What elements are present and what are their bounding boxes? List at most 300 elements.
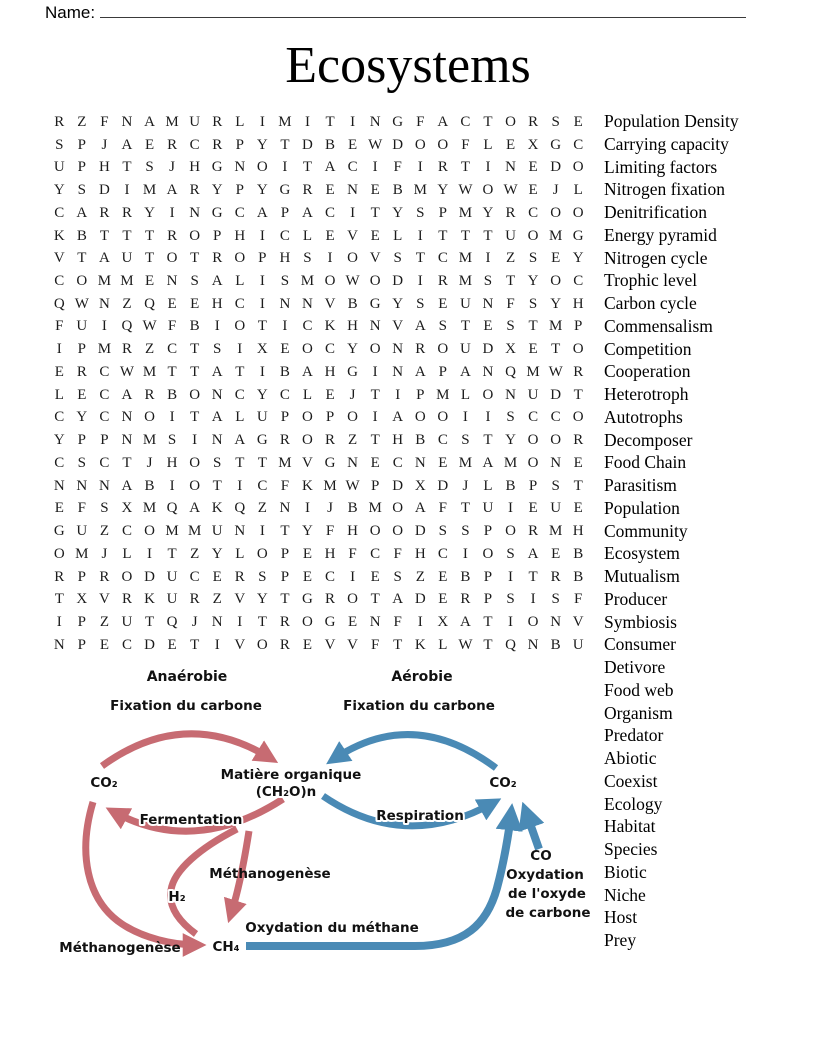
grid-letter: I (282, 159, 288, 176)
grid-letter: E (528, 182, 538, 199)
grid-letter: S (77, 454, 87, 471)
grid-letter: F (438, 500, 448, 517)
grid-letter: O (302, 409, 313, 426)
grid-letter: M (142, 500, 157, 517)
grid-letter: T (551, 341, 561, 358)
grid-letter: G (53, 523, 65, 540)
grid-letter: R (460, 591, 471, 608)
grid-letter: L (235, 113, 245, 130)
grid-letter: O (189, 227, 201, 244)
grid-letter: C (528, 409, 539, 426)
word-list-item: Organism (604, 702, 673, 723)
grid-letter: I (304, 113, 310, 130)
grid-letter: K (414, 636, 426, 653)
grid-letter: S (416, 204, 425, 221)
grid-letter: R (167, 227, 178, 244)
fermentation-label: Fermentation (139, 812, 243, 828)
grid-letter: H (234, 227, 246, 244)
grid-letter: S (438, 523, 448, 540)
grid-letter: H (414, 545, 426, 562)
grid-letter: G (279, 182, 291, 199)
word-list-item: Host (604, 907, 638, 928)
grid-letter: Y (437, 182, 449, 199)
grid-letter: C (234, 295, 245, 312)
grid-letter: J (462, 477, 469, 494)
grid-letter: Y (527, 273, 539, 289)
grid-letter: F (574, 591, 583, 608)
grid-letter: C (325, 204, 336, 221)
grid-letter: D (414, 591, 426, 608)
grid-letter: Z (122, 295, 132, 312)
grid-letter: X (121, 500, 133, 517)
grid-letter: I (214, 318, 220, 335)
grid-letter: N (392, 341, 404, 358)
word-list-item: Biotic (604, 861, 647, 882)
grid-letter: A (166, 182, 178, 199)
grid-letter: A (121, 477, 133, 494)
grid-letter: S (190, 273, 199, 289)
grid-letter: C (528, 204, 539, 221)
grid-letter: I (101, 318, 107, 335)
word-list-item: Carrying capacity (604, 133, 729, 154)
grid-letter: S (303, 250, 312, 267)
grid-letter: E (528, 341, 538, 358)
grid-letter: A (189, 500, 201, 517)
grid-letter: M (142, 182, 157, 199)
grid-letter: M (278, 113, 292, 130)
grid-letter: I (259, 363, 265, 380)
grid-letter: P (235, 182, 244, 199)
grid-letter: E (144, 273, 155, 289)
grid-letter: I (508, 568, 514, 585)
grid-letter: P (280, 409, 290, 426)
grid-letter: P (574, 318, 583, 335)
grid-letter: I (372, 159, 378, 176)
grid-letter: G (324, 454, 336, 471)
grid-letter: C (437, 432, 448, 449)
grid-letter: I (124, 182, 130, 199)
grid-letter: D (302, 136, 313, 153)
grid-letter: C (167, 341, 178, 358)
grid-letter: H (98, 159, 110, 176)
grid-letter: L (235, 409, 245, 426)
grid-letter: D (437, 477, 449, 494)
grid-letter: R (325, 591, 336, 608)
grid-letter: O (234, 318, 246, 335)
grid-letter: T (77, 250, 87, 267)
grid-letter: T (325, 113, 335, 130)
respiration-label: Respiration (376, 808, 464, 824)
grid-letter: O (437, 341, 449, 358)
grid-letter: P (483, 591, 493, 608)
grid-letter: Z (144, 341, 155, 358)
word-list-item: Energy pyramid (604, 224, 717, 245)
grid-letter: D (550, 159, 562, 176)
grid-letter: P (280, 545, 290, 562)
grid-letter: O (505, 113, 516, 130)
grid-letter: C (234, 204, 245, 221)
grid-letter: S (393, 250, 402, 267)
grid-letter: B (76, 227, 87, 244)
grid-letter: B (460, 568, 471, 585)
grid-letter: T (167, 545, 177, 562)
word-list-item: Population (604, 497, 680, 518)
grid-letter: Y (211, 545, 223, 562)
grid-letter: R (279, 636, 290, 653)
grid-letter: Q (144, 295, 155, 312)
grid-letter: T (302, 159, 313, 176)
grid-letter: F (506, 295, 515, 312)
grid-letter: O (392, 500, 404, 517)
grid-letter: A (98, 250, 110, 267)
grid-letter: M (548, 227, 563, 244)
grid-letter: C (54, 204, 65, 221)
grid-letter: R (279, 432, 290, 449)
grid-letter: A (392, 591, 404, 608)
word-list-item: Niche (604, 884, 646, 905)
grid-letter: T (505, 273, 516, 289)
grid-letter: S (167, 432, 177, 449)
grid-letter: T (370, 204, 380, 221)
grid-letter: O (369, 341, 381, 358)
word-list-item: Parasitism (604, 475, 677, 495)
word-list-item: Ecosystem (604, 543, 680, 564)
grid-letter: H (211, 295, 223, 312)
grid-letter: L (302, 227, 313, 244)
grid-letter: A (302, 363, 313, 380)
grid-letter: T (190, 636, 200, 653)
grid-letter: O (527, 614, 539, 631)
grid-letter: I (259, 113, 265, 130)
grid-letter: V (324, 636, 336, 653)
grid-letter: S (280, 273, 290, 289)
grid-letter: V (98, 591, 110, 608)
grid-letter: F (77, 500, 87, 517)
grid-letter: T (235, 454, 245, 471)
grid-letter: X (76, 591, 88, 608)
grid-letter: O (76, 273, 88, 289)
grid-letter: M (97, 341, 112, 358)
grid-letter: T (190, 341, 200, 358)
fixation-carbone-left-label: Fixation du carbone (110, 698, 262, 714)
grid-letter: E (370, 227, 380, 244)
word-list-item: Limiting factors (604, 156, 718, 177)
grid-letter: U (482, 500, 494, 517)
grid-letter: I (417, 614, 423, 631)
grid-letter: M (548, 523, 563, 540)
grid-letter: O (572, 409, 584, 426)
grid-letter: L (483, 136, 493, 153)
grid-letter: U (166, 591, 178, 608)
grid-letter: N (414, 454, 426, 471)
word-list-item: Mutualism (604, 566, 680, 586)
grid-letter: I (417, 227, 423, 244)
grid-letter: J (169, 159, 176, 176)
grid-letter: L (235, 545, 245, 562)
grid-letter: U (527, 386, 539, 403)
grid-letter: T (393, 636, 403, 653)
grid-letter: G (550, 136, 562, 153)
grid-letter: T (257, 454, 267, 471)
grid-letter: P (213, 227, 222, 244)
grid-letter: L (483, 477, 493, 494)
grid-letter: F (393, 614, 402, 631)
grid-letter: G (347, 363, 359, 380)
grid-letter: E (528, 159, 538, 176)
grid-letter: E (77, 386, 87, 403)
grid-letter: B (550, 636, 561, 653)
grid-letter: E (99, 636, 109, 653)
grid-letter: R (76, 363, 87, 380)
grid-letter: J (101, 545, 108, 562)
grid-letter: S (551, 113, 560, 130)
word-list-item: Nitrogen fixation (604, 179, 726, 200)
grid-letter: O (166, 250, 178, 267)
grid-letter: A (121, 136, 133, 153)
grid-letter: E (551, 250, 561, 267)
word-list-item: Food Chain (604, 452, 687, 473)
grid-letter: Z (190, 545, 200, 562)
grid-letter: H (572, 295, 584, 312)
grid-letter: C (99, 454, 110, 471)
grid-letter: O (550, 273, 562, 289)
grid-letter: O (527, 454, 539, 471)
word-list-item: Trophic level (604, 270, 698, 291)
grid-letter: M (300, 273, 315, 289)
grid-letter: K (211, 500, 223, 517)
grid-letter: O (392, 523, 404, 540)
grid-letter: Y (53, 432, 65, 449)
grid-letter: B (573, 568, 584, 585)
word-list-item: Cooperation (604, 361, 691, 382)
grid-letter: H (572, 523, 584, 540)
grid-letter: E (212, 568, 222, 585)
grid-letter: L (235, 273, 245, 289)
grid-letter: R (121, 341, 132, 358)
grid-letter: O (369, 523, 381, 540)
grid-letter: E (370, 454, 380, 471)
grid-letter: V (53, 250, 65, 267)
word-list-item: Ecology (604, 793, 663, 814)
grid-letter: P (483, 568, 493, 585)
methanogenese-mid-label: Méthanogenèse (209, 866, 331, 882)
grid-letter: I (259, 523, 265, 540)
grid-letter: U (76, 523, 88, 540)
grid-letter: E (325, 182, 335, 199)
grid-letter: R (212, 136, 223, 153)
grid-letter: F (55, 318, 64, 335)
grid-letter: B (189, 318, 200, 335)
grid-letter: A (211, 409, 223, 426)
grid-letter: P (77, 614, 87, 631)
grid-letter: C (325, 341, 336, 358)
grid-letter: Q (505, 636, 516, 653)
grid-letter: T (280, 523, 290, 540)
grid-letter: E (54, 363, 64, 380)
grid-letter: O (302, 614, 313, 631)
grid-letter: N (234, 159, 246, 176)
grid-letter: E (528, 500, 538, 517)
grid-letter: P (77, 432, 87, 449)
grid-letter: O (256, 545, 268, 562)
grid-letter: A (527, 545, 539, 562)
grid-letter: N (121, 113, 133, 130)
grid-letter: B (573, 545, 584, 562)
grid-letter: S (100, 500, 109, 517)
word-list-item: Symbiosis (604, 611, 677, 632)
grid-letter: M (75, 545, 89, 562)
grid-letter: S (416, 295, 425, 312)
grid-letter: R (144, 386, 155, 403)
grid-letter: M (503, 454, 518, 471)
grid-letter: O (121, 568, 133, 585)
grid-letter: S (483, 273, 493, 289)
grid-letter: M (323, 477, 337, 494)
grid-letter: B (505, 477, 516, 494)
grid-letter: W (345, 273, 360, 289)
grid-letter: R (167, 136, 178, 153)
grid-letter: T (370, 386, 380, 403)
grid-letter: A (414, 500, 426, 517)
grid-letter: N (369, 113, 381, 130)
word-list-item: Community (604, 520, 688, 541)
grid-letter: G (369, 295, 381, 312)
grid-letter: R (212, 250, 223, 267)
grid-letter: I (485, 159, 491, 176)
word-list-item: Commensalism (604, 315, 713, 336)
grid-letter: C (54, 454, 65, 471)
grid-letter: M (187, 523, 202, 540)
grid-letter: T (190, 363, 200, 380)
grid-letter: C (234, 386, 245, 403)
grid-letter: T (144, 227, 155, 244)
grid-letter: R (54, 113, 65, 130)
grid-letter: S (506, 409, 515, 426)
grid-letter: O (414, 136, 426, 153)
grid-letter: C (279, 227, 290, 244)
grid-letter: L (302, 386, 313, 403)
grid-letter: N (505, 159, 516, 176)
name-row (45, 3, 746, 23)
grid-letter: N (347, 454, 359, 471)
grid-letter: Z (257, 500, 267, 517)
grid-letter: O (482, 545, 494, 562)
grid-letter: P (258, 250, 267, 267)
grid-letter: E (438, 591, 448, 608)
grid-letter: F (393, 545, 402, 562)
matiere-organique-label: Matière organique (220, 767, 362, 783)
grid-letter: T (438, 227, 448, 244)
word-list-item: Consumer (604, 634, 676, 655)
aerobic-fixation-arrow (334, 735, 496, 768)
grid-letter: T (122, 159, 132, 176)
grid-letter: N (550, 454, 562, 471)
grid-letter: F (416, 113, 425, 130)
grid-letter: Y (392, 204, 404, 221)
grid-letter: O (527, 432, 539, 449)
grid-letter: A (211, 363, 223, 380)
grid-letter: T (257, 614, 267, 631)
grid-letter: N (121, 409, 133, 426)
grid-letter: O (144, 409, 155, 426)
grid-letter: O (347, 250, 359, 267)
grid-letter: O (189, 477, 201, 494)
grid-letter: K (144, 591, 155, 608)
grid-letter: E (144, 136, 155, 153)
grid-letter: T (167, 363, 177, 380)
grid-letter: C (573, 136, 584, 153)
grid-letter: H (324, 363, 336, 380)
grid-letter: T (280, 136, 290, 153)
grid-letter: A (459, 614, 471, 631)
grid-letter: R (54, 568, 65, 585)
word-list-item: Decomposer (604, 429, 693, 450)
grid-letter: N (279, 295, 291, 312)
grid-letter: M (368, 500, 382, 517)
grid-letter: N (482, 295, 494, 312)
co2-left-label: CO₂ (90, 775, 118, 791)
grid-letter: E (190, 295, 200, 312)
grid-letter: T (528, 318, 538, 335)
grid-letter: O (256, 636, 268, 653)
grid-letter: B (279, 363, 290, 380)
grid-letter: I (237, 614, 243, 631)
grid-letter: T (370, 591, 380, 608)
grid-letter: N (76, 477, 88, 494)
grid-letter: O (572, 341, 584, 358)
grid-letter: O (550, 432, 562, 449)
name-blank-line (100, 4, 746, 18)
grid-letter: J (146, 454, 153, 471)
grid-letter: T (528, 568, 538, 585)
word-list-item: Food web (604, 679, 674, 700)
grid-letter: N (98, 295, 110, 312)
grid-letter: S (213, 454, 222, 471)
grid-letter: E (325, 386, 335, 403)
grid-letter: S (506, 591, 515, 608)
grid-letter: N (166, 273, 178, 289)
methanogenese-bottom-label: Méthanogenèse (59, 940, 181, 956)
grid-letter: Y (302, 523, 313, 540)
grid-letter: P (100, 432, 109, 449)
grid-letter: U (505, 227, 516, 244)
grid-letter: T (122, 454, 132, 471)
grid-letter: V (302, 454, 313, 471)
grid-letter: O (302, 432, 313, 449)
grid-letter: I (350, 113, 356, 130)
h2-label: H₂ (168, 889, 186, 905)
grid-letter: A (76, 204, 88, 221)
grid-letter: N (505, 386, 516, 403)
grid-letter: T (280, 591, 290, 608)
grid-letter: Q (53, 295, 65, 312)
grid-letter: Q (166, 614, 178, 631)
grid-letter: Q (166, 500, 178, 517)
grid-letter: P (370, 477, 380, 494)
ch4-label: CH₄ (212, 939, 240, 955)
grid-letter: C (325, 568, 336, 585)
grid-letter: L (438, 636, 448, 653)
grid-letter: I (147, 545, 153, 562)
grid-letter: I (417, 273, 423, 289)
grid-letter: Y (256, 182, 268, 199)
grid-letter: V (369, 250, 381, 267)
grid-letter: C (573, 273, 584, 289)
grid-letter: O (527, 227, 539, 244)
co-label: CO (530, 848, 552, 864)
grid-letter: C (121, 636, 132, 653)
grid-letter: Z (505, 250, 516, 267)
